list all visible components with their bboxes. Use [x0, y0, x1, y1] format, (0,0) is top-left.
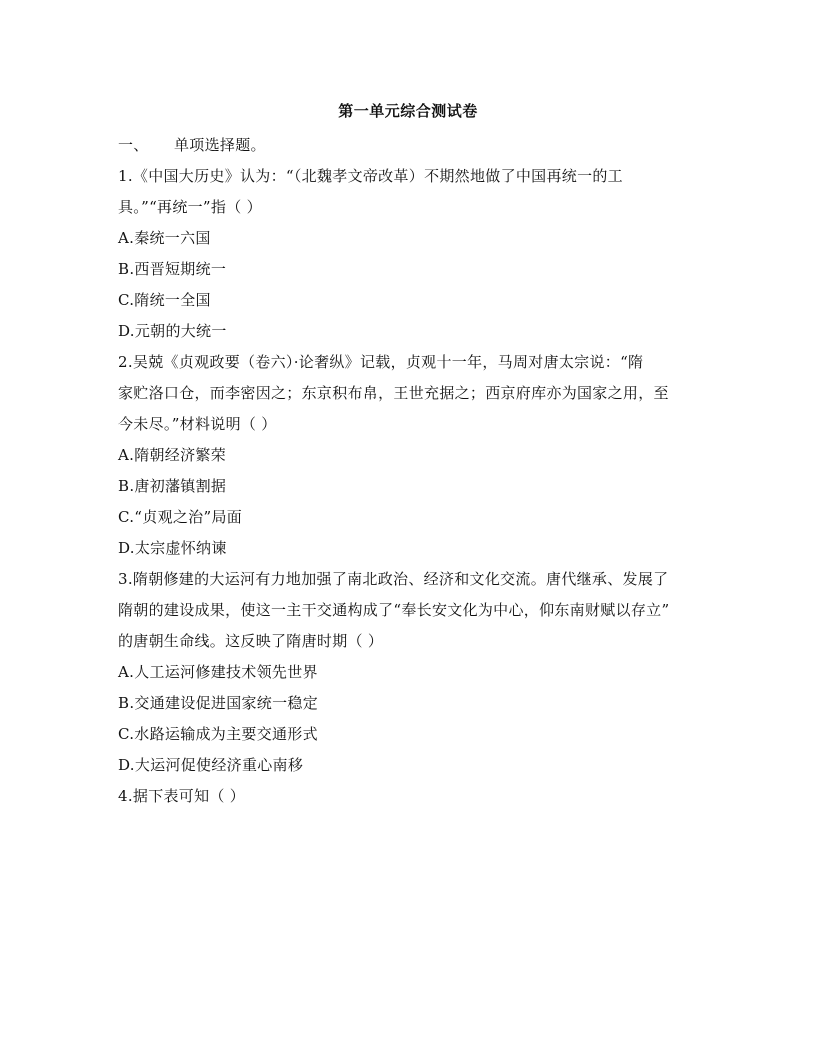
document-title: 第一单元综合测试卷	[338, 102, 478, 120]
section-number: 一、	[118, 136, 149, 154]
answer-option: A.人工运河修建技术领先世界	[118, 663, 318, 681]
question-1	[118, 161, 718, 347]
question-stem-line: 的唐朝生命线。这反映了隋唐时期（ ）	[118, 632, 384, 650]
question-stem-line: 2.吴兢《贞观政要（卷六）·论奢纵》记载，贞观十一年，马周对唐太宗说：“隋	[118, 353, 644, 371]
question-3	[118, 564, 718, 781]
question-stem-line: 3.隋朝修建的大运河有力地加强了南北政治、经济和文化交流。唐代继承、发展了	[118, 570, 669, 588]
question-stem-line: 1.《中国大历史》认为：“（北魏孝文帝改革）不期然地做了中国再统一的工	[118, 167, 623, 185]
answer-option: C.隋统一全国	[118, 291, 211, 309]
question-4	[118, 781, 718, 812]
question-stem-line: 具。”“再统一”指（ ）	[118, 198, 262, 216]
answer-option: A.秦统一六国	[118, 229, 211, 247]
question-stem-line: 家贮洛口仓，而李密因之；东京积布帛，王世充据之；西京府库亦为国家之用，至	[118, 384, 669, 402]
section-label: 单项选择题。	[174, 136, 266, 154]
answer-option: B.西晋短期统一	[118, 260, 227, 278]
question-stem-line: 今未尽。”材料说明（ ）	[118, 415, 277, 433]
answer-option: B.唐初藩镇割据	[118, 477, 227, 495]
question-stem-line: 隋朝的建设成果，使这一主干交通构成了“奉长安文化为中心，仰东南财赋以存立”	[118, 601, 670, 619]
question-2	[118, 347, 718, 564]
answer-option: D.元朝的大统一	[118, 322, 227, 340]
section-heading	[118, 130, 718, 161]
answer-option: B.交通建设促进国家统一稳定	[118, 694, 318, 712]
question-stem-line: 4.据下表可知（ ）	[118, 787, 246, 805]
answer-option: A.隋朝经济繁荣	[118, 446, 227, 464]
answer-option: D.大运河促使经济重心南移	[118, 756, 304, 774]
document-body	[118, 130, 718, 812]
answer-option: D.太宗虚怀纳谏	[118, 539, 227, 557]
answer-option: C.水路运输成为主要交通形式	[118, 725, 318, 743]
answer-option: C.“贞观之治”局面	[118, 508, 243, 526]
